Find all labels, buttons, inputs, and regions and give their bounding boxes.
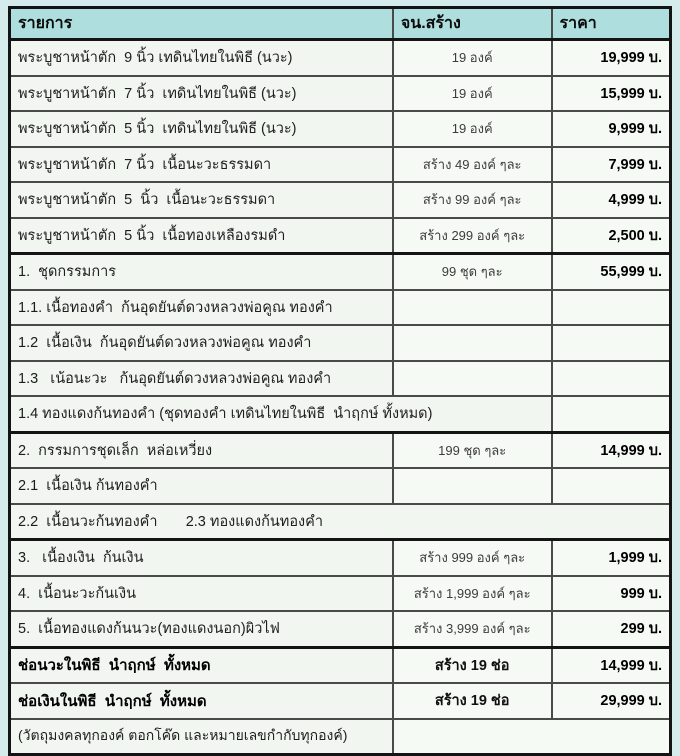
- item-cell: 1.2 เนื้อเงิน ก้นอุดยันต์ดวงหลวงพ่อคูณ ทองคำ: [10, 325, 393, 361]
- table-row: [10, 576, 671, 612]
- qty-cell: 19 องค์: [393, 76, 552, 112]
- qty-cell: สร้าง 19 ช่อ: [393, 647, 552, 683]
- header-row: [10, 8, 671, 40]
- qty-cell: 99 ชุด ๆละ: [393, 254, 552, 290]
- item-cell: 2.2 เนื้อนวะก้นทองคำ 2.3 ทองแดงก้นทองคำ: [10, 504, 671, 540]
- item-cell: 4. เนื้อนะวะก้นเงิน: [10, 576, 393, 612]
- item-cell: (วัตถุมงคลทุกองค์ ตอกโค๊ด และหมายเลขกำกับทุกองค์): [10, 719, 393, 755]
- price-cell: 55,999 บ.: [552, 254, 671, 290]
- price-cell: [552, 396, 671, 432]
- price-cell: 19,999 บ.: [552, 40, 671, 76]
- price-cell: 7,999 บ.: [552, 147, 671, 183]
- item-cell: 3. เนื้องเงิน ก้นเงิน: [10, 540, 393, 576]
- qty-cell: สร้าง 19 ช่อ: [393, 683, 552, 719]
- header-price: ราคา: [552, 8, 671, 40]
- item-cell: 1.1. เนื้อทองคำ ก้นอุดยันต์ดวงหลวงพ่อคูณ ทองคำ: [10, 290, 393, 326]
- item-cell: 1.3 เน้อนะวะ ก้นอุดยันต์ดวงหลวงพ่อคูณ ทองคำ: [10, 361, 393, 397]
- qty-cell: [393, 325, 552, 361]
- price-cell: 999 บ.: [552, 576, 671, 612]
- item-cell: พระบูชาหน้าตัก 7 นิ้ว เนื้อนะวะธรรมดา: [10, 147, 393, 183]
- qty-cell: สร้าง 999 องค์ ๆละ: [393, 540, 552, 576]
- table-row-set1-header: [10, 254, 671, 290]
- table-row: [10, 182, 671, 218]
- qty-cell: สร้าง 99 องค์ ๆละ: [393, 182, 552, 218]
- qty-cell: สร้าง 299 องค์ ๆละ: [393, 218, 552, 254]
- table-row-bouquet-silver: [10, 683, 671, 719]
- qty-cell: สร้าง 49 องค์ ๆละ: [393, 147, 552, 183]
- qty-cell: สร้าง 3,999 องค์ ๆละ: [393, 611, 552, 647]
- item-cell: พระบูชาหน้าตัก 7 นิ้ว เทดินไทยในพิธี (นวะ): [10, 76, 393, 112]
- item-cell: 1. ชุดกรรมการ: [10, 254, 393, 290]
- qty-cell: 199 ชุด ๆละ: [393, 432, 552, 468]
- table-row: [10, 325, 671, 361]
- price-cell: [552, 468, 671, 504]
- qty-cell: [393, 468, 552, 504]
- item-cell: 2. กรรมการชุดเล็ก หล่อเหวี่ยง: [10, 432, 393, 468]
- item-cell: พระบูชาหน้าตัก 5 นิ้ว เทดินไทยในพิธี (นวะ): [10, 111, 393, 147]
- item-cell: พระบูชาหน้าตัก 5 นิ้ว เนื้อนะวะธรรมดา: [10, 182, 393, 218]
- item-cell: 1.4 ทองแดงก้นทองคำ (ชุดทองคำ เทดินไทยในพิธี นำฤกษ์ ทั้งหมด): [10, 396, 552, 432]
- item-cell: พระบูชาหน้าตัก 9 นิ้ว เทดินไทยในพิธี (นวะ): [10, 40, 393, 76]
- price-cell: 9,999 บ.: [552, 111, 671, 147]
- price-cell: 2,500 บ.: [552, 218, 671, 254]
- page-background: [0, 6, 680, 744]
- qty-cell: [393, 361, 552, 397]
- table-row: [10, 290, 671, 326]
- table-row: [10, 111, 671, 147]
- price-cell: 299 บ.: [552, 611, 671, 647]
- qty-cell: [393, 719, 671, 755]
- table-row: [10, 147, 671, 183]
- price-cell: [552, 290, 671, 326]
- header-qty: จน.สร้าง: [393, 8, 552, 40]
- table-row: [10, 76, 671, 112]
- table-row: [10, 540, 671, 576]
- table-row-set2-header: [10, 432, 671, 468]
- price-cell: 14,999 บ.: [552, 432, 671, 468]
- qty-cell: สร้าง 1,999 องค์ ๆละ: [393, 576, 552, 612]
- table-row: [10, 218, 671, 254]
- table-row: [10, 40, 671, 76]
- price-cell: 15,999 บ.: [552, 76, 671, 112]
- qty-cell: 19 องค์: [393, 40, 552, 76]
- qty-cell: [393, 290, 552, 326]
- price-cell: [552, 361, 671, 397]
- table-row: [10, 361, 671, 397]
- price-cell: 1,999 บ.: [552, 540, 671, 576]
- table-row-footnote: [10, 719, 671, 755]
- price-cell: 4,999 บ.: [552, 182, 671, 218]
- item-cell: ช่อนวะในพิธี นำฤกษ์ ทั้งหมด: [10, 647, 393, 683]
- amulet-price-table: [8, 6, 672, 756]
- item-cell: พระบูชาหน้าตัก 5 นิ้ว เนื้อทองเหลืองรมดำ: [10, 218, 393, 254]
- item-cell: ช่อเงินในพิธี นำฤกษ์ ทั้งหมด: [10, 683, 393, 719]
- table-row-fullspan: [10, 504, 671, 540]
- item-cell: 5. เนื้อทองแดงก้นนวะ(ทองแดงนอก)ผิวไฟ: [10, 611, 393, 647]
- price-cell: 14,999 บ.: [552, 647, 671, 683]
- price-cell: [552, 325, 671, 361]
- item-cell: 2.1 เนื้อเงิน ก้นทองคำ: [10, 468, 393, 504]
- table-row: [10, 611, 671, 647]
- table-row-merged: [10, 396, 671, 432]
- header-item: รายการ: [10, 8, 393, 40]
- table-row-bouquet-nawa: [10, 647, 671, 683]
- table-row: [10, 468, 671, 504]
- qty-cell: 19 องค์: [393, 111, 552, 147]
- price-cell: 29,999 บ.: [552, 683, 671, 719]
